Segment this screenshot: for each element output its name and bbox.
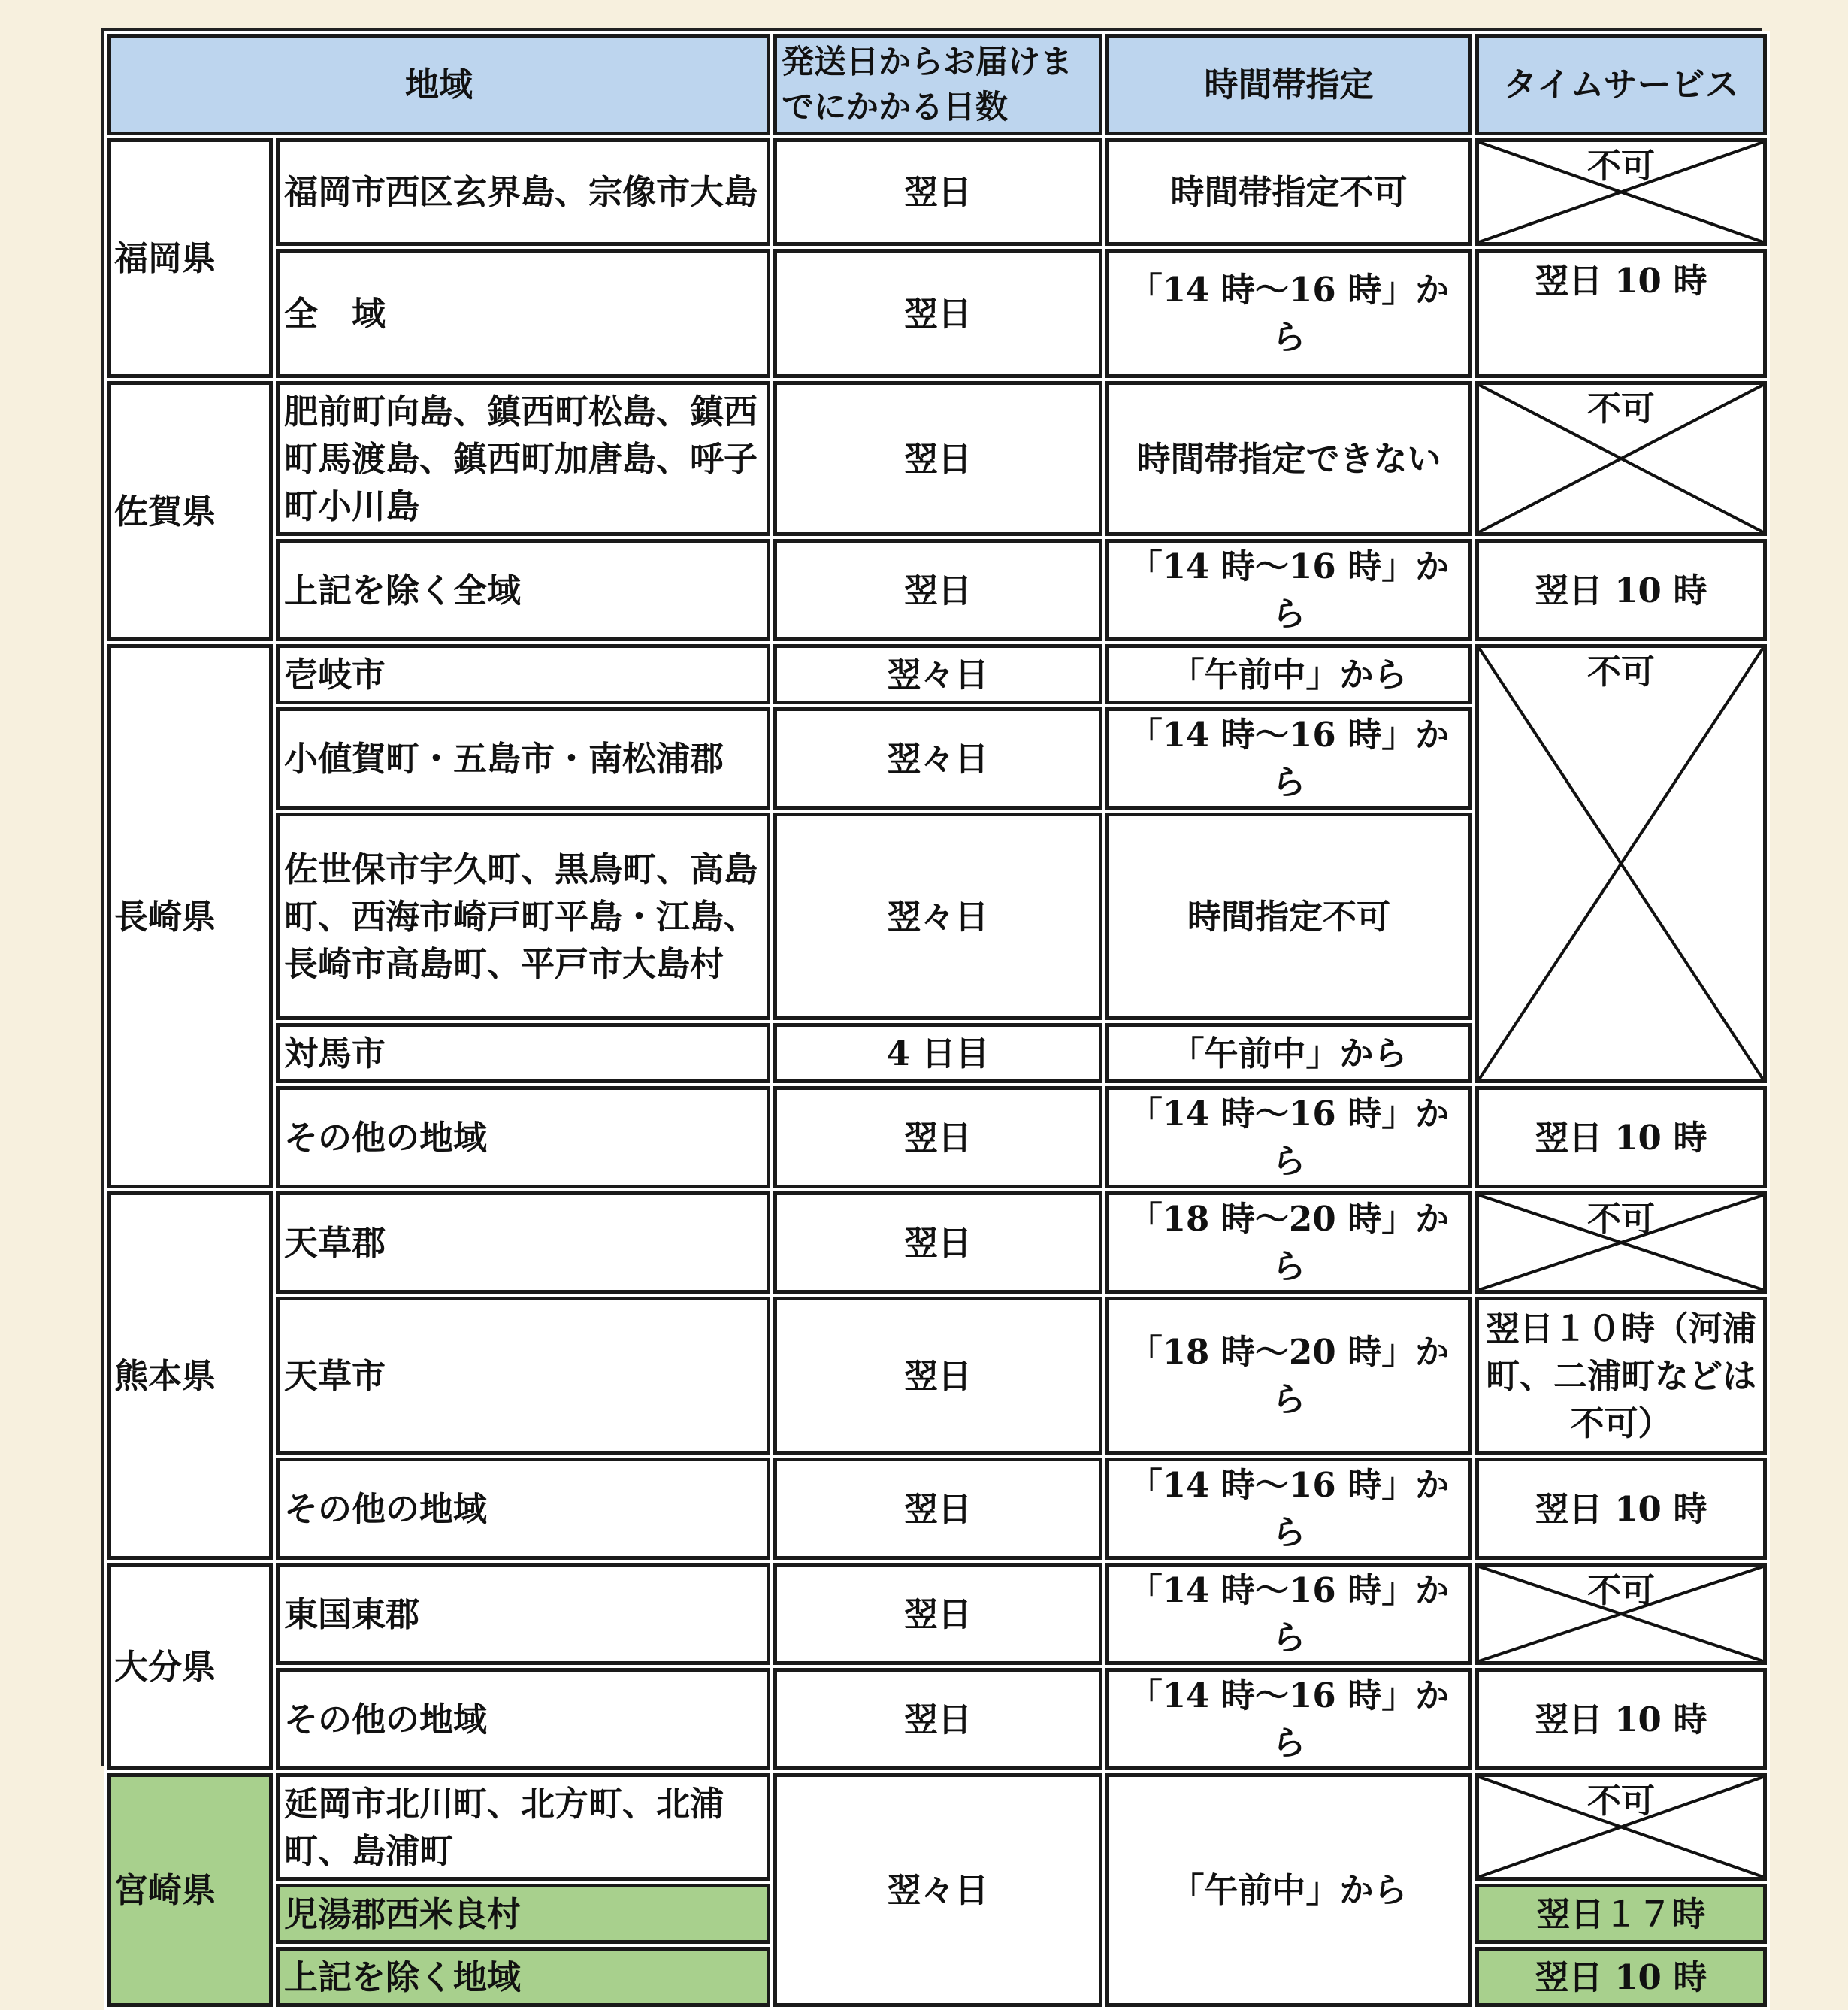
area-cell: 福岡市西区玄界島、宗像市大島 [276, 138, 770, 246]
days-cell: 翌々日 [773, 707, 1102, 810]
time-service-unavailable [1475, 1773, 1767, 1881]
area-cell: 肥前町向島、鎮西町松島、鎮西町馬渡島、鎮西町加唐島、呼子町小川島 [276, 381, 770, 536]
area-cell: 天草郡 [276, 1191, 770, 1294]
time-service-label: 不可 [1587, 389, 1656, 428]
time-service-cell: 翌日１０時（河浦町、二浦町などは不可） [1475, 1297, 1767, 1455]
time-slot-cell: 「14 時～16 時」から [1105, 1668, 1472, 1770]
time-service-cell: 翌日 10 時 [1475, 1947, 1767, 2007]
delivery-table [101, 28, 1762, 1997]
time-slot-cell: 「18 時～20 時」から [1105, 1191, 1472, 1294]
days-cell: 4 日目 [773, 1023, 1102, 1083]
time-slot-cell: 「14 時～16 時」から [1105, 1086, 1472, 1188]
time-service-label: 不可 [1587, 652, 1656, 692]
time-slot-cell: 「14 時～16 時」から [1105, 249, 1472, 378]
cross-out-icon [1479, 648, 1763, 1079]
area-cell: 全 域 [276, 249, 770, 378]
table-row [107, 1086, 1767, 1188]
time-service-unavailable [1475, 644, 1767, 1083]
time-slot-cell: 時間帯指定不可 [1105, 138, 1472, 246]
time-slot-cell: 「14 時～16 時」から [1105, 707, 1472, 810]
days-cell: 翌日 [773, 1563, 1102, 1665]
prefecture-miyazaki: 宮崎県 [107, 1773, 273, 2007]
table-row [107, 249, 1767, 378]
days-cell: 翌日 [773, 1191, 1102, 1294]
table-row [107, 1297, 1767, 1455]
table-row [107, 1563, 1767, 1665]
days-cell: 翌々日 [773, 644, 1102, 704]
days-cell: 翌々日 [773, 813, 1102, 1020]
time-service-cell: 翌日 10 時 [1475, 1668, 1767, 1770]
prefecture-fukuoka: 福岡県 [107, 138, 273, 378]
time-slot-cell: 「14 時～16 時」から [1105, 1458, 1472, 1560]
time-service-unavailable [1475, 1191, 1767, 1294]
time-service-cell: 翌日 10 時 [1475, 1458, 1767, 1560]
area-cell: その他の地域 [276, 1086, 770, 1188]
table-row [107, 1773, 1767, 1881]
time-service-unavailable [1475, 138, 1767, 246]
table-row [107, 539, 1767, 641]
table-row [107, 1458, 1767, 1560]
time-service-label: 不可 [1587, 1781, 1656, 1821]
time-slot-cell: 時間指定不可 [1105, 813, 1472, 1020]
days-cell: 翌日 [773, 381, 1102, 536]
prefecture-oita: 大分県 [107, 1563, 273, 1770]
days-cell: 翌々日 [773, 1773, 1102, 2007]
area-cell: 延岡市北川町、北方町、北浦町、島浦町 [276, 1773, 770, 1881]
area-cell: 天草市 [276, 1297, 770, 1455]
time-service-label: 不可 [1587, 1199, 1656, 1239]
days-cell: 翌日 [773, 1086, 1102, 1188]
prefecture-saga: 佐賀県 [107, 381, 273, 641]
area-cell: その他の地域 [276, 1668, 770, 1770]
time-service-label: 不可 [1587, 146, 1656, 186]
area-cell: 児湯郡西米良村 [276, 1884, 770, 1944]
header-time-slot: 時間帯指定 [1105, 34, 1472, 135]
time-slot-cell: 「14 時～16 時」から [1105, 539, 1472, 641]
time-slot-cell: 「午前中」から [1105, 644, 1472, 704]
days-cell: 翌日 [773, 1458, 1102, 1560]
days-cell: 翌日 [773, 539, 1102, 641]
time-slot-cell: 「18 時～20 時」から [1105, 1297, 1472, 1455]
time-slot-cell: 「14 時～16 時」から [1105, 1563, 1472, 1665]
time-service-label: 不可 [1587, 1570, 1656, 1610]
area-cell: 小値賀町・五島市・南松浦郡 [276, 707, 770, 810]
table-row [107, 644, 1767, 704]
time-service-cell: 翌日 10 時 [1475, 539, 1767, 641]
days-cell: 翌日 [773, 249, 1102, 378]
area-cell: 上記を除く全域 [276, 539, 770, 641]
area-cell: 対馬市 [276, 1023, 770, 1083]
header-days: 発送日からお届けまでにかかる日数 [773, 34, 1102, 135]
time-service-unavailable [1475, 1563, 1767, 1665]
header-region: 地域 [107, 34, 770, 135]
header-time-service: タイムサービス [1475, 34, 1767, 135]
area-cell: 佐世保市宇久町、黒鳥町、高島町、西海市崎戸町平島・江島、長崎市高島町、平戸市大島村 [276, 813, 770, 1020]
area-cell: その他の地域 [276, 1458, 770, 1560]
time-slot-cell: 「午前中」から [1105, 1023, 1472, 1083]
table-row [107, 138, 1767, 246]
area-cell: 東国東郡 [276, 1563, 770, 1665]
time-service-cell: 翌日 10 時 [1475, 249, 1767, 378]
time-service-unavailable [1475, 381, 1767, 536]
table-row [107, 381, 1767, 536]
area-cell: 上記を除く地域 [276, 1947, 770, 2007]
days-cell: 翌日 [773, 138, 1102, 246]
prefecture-kumamoto: 熊本県 [107, 1191, 273, 1560]
time-slot-cell: 時間帯指定できない [1105, 381, 1472, 536]
table-row [107, 1191, 1767, 1294]
time-slot-cell: 「午前中」から [1105, 1773, 1472, 2007]
area-cell: 壱岐市 [276, 644, 770, 704]
time-service-cell: 翌日１７時 [1475, 1884, 1767, 1944]
prefecture-nagasaki: 長崎県 [107, 644, 273, 1188]
table-row [107, 1668, 1767, 1770]
time-service-cell: 翌日 10 時 [1475, 1086, 1767, 1188]
header-row [107, 34, 1767, 135]
days-cell: 翌日 [773, 1297, 1102, 1455]
days-cell: 翌日 [773, 1668, 1102, 1770]
